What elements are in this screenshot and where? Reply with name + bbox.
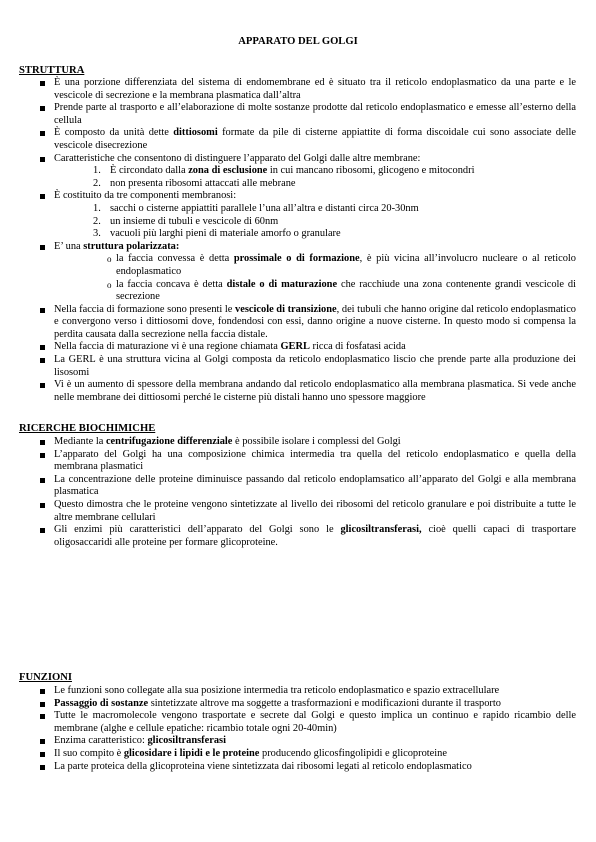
list-item: Nella faccia di formazione sono presenti le vescicole di transizione, dei tubuli che hanno origine dal reticolo endoplasmatico e convergono verso i dittiosomi dove, fondendosi con essi, danno origine a nuove cisterne. In questo modo si compensa la perdita causata dalla secrezione nella faccia distale. [54,303,577,340]
list-item: Il suo compito è glicosidare i lipidi e le proteine producendo glicosfingolipidi e glicoproteine [54,748,576,761]
struttura-section [54,77,576,404]
list-item: Caratteristiche che consentono di distinguere l’apparato del Golgi dalle altre membrane: 1. È circondato dalla zona di esclusione in cui mancano ribosomi, glicogeno e mitocondri 2. non presenta ribosomi attaccati alle mebrane [54,153,576,191]
heading-funzioni: FUNZIONI [19,672,72,683]
sub-item: o la faccia convessa è detta prossimale o di formazione, è più vicina all’involucro nucleare o al reticolo endoplasmatico [116,253,576,278]
ricerche-list [54,436,576,549]
list-item: È costituito da tre componenti membranosi: 1. sacchi o cisterne appiattiti parallele l’una all’altra e distanti circa 20-30nm 2. un insieme di tubuli e vescicole di 60nm 3. vacuoli più larghi pieni di materiale amorfo o granulare [54,190,576,240]
struttura-list [54,77,576,404]
list-item: E’ una struttura polarizzata: o la faccia convessa è detta prossimale o di formazione, è più vicina all’involucro nucleare o al reticolo endoplasmatico o la faccia concava è detta distale o di maturazione che racchiude una zona contenente grandi vescicole di secrezione [54,241,576,304]
list-item: La parte proteica della glicoproteina viene sintetizzata dai ribosomi legati al reticolo endoplasmatico [54,761,576,774]
heading-ricerche-biochimiche: RICERCHE BIOCHIMICHE [19,423,156,434]
list-item: Le funzioni sono collegate alla sua posizione intermedia tra reticolo endoplasmatico e spazio extracellulare [54,685,576,698]
list-item: Mediante la centrifugazione differenziale è possibile isolare i complessi del Golgi [54,436,576,449]
list-item: Gli enzimi più caratteristici dell’apparato del Golgi sono le glicosiltransferasi, cioè quelli capaci di trasportare oligosaccaridi alle proteine per formare glicoproteine. [54,524,577,548]
numbered-list [54,203,576,241]
list-item: Tutte le macromolecole vengono trasportate e secrete dal Golgi e questo implica un continuo e rapido ricambio delle membrane (alghe e cellule epatiche: ricambio totale ogni 20-40min) [54,710,576,734]
list-item: Vi è un aumento di spessore della membrana andando dal reticolo endoplasmatico alla membrana plasmatica. Si vede anche nelle membrane dei dittiosomi perché le cisterne più distali hanno uno spessore maggiore [54,379,576,403]
list-item: È composto da unità dette dittiosomi formate da pile di cisterne appiattite di forma discoidale cui sono associate delle vescicole disecrezione [54,127,576,151]
list-item: È una porzione differenziata del sistema di endomembrane ed è situato tra il reticolo endoplasmatico da una parte e le vescicole di secrezione e la membrana plasmatica dall’altra [54,77,576,101]
list-item: Questo dimostra che le proteine vengono sintetizzate al livello dei ribosomi del reticolo granulare e poi distribuite a tutte le altre membrane cellulari [54,498,576,523]
numbered-item: 3. vacuoli più larghi pieni di materiale amorfo o granulare [93,228,341,240]
numbered-item: 1. sacchi o cisterne appiattiti parallele l’una all’altra e distanti circa 20-30nm [93,202,419,214]
sub-item: o la faccia concava è detta distale o di maturazione che racchiude una zona contenente grandi vescicole di secrezione [116,279,576,304]
numbered-item: 2. non presenta ribosomi attaccati alle mebrane [93,177,296,189]
list-item: La concentrazione delle proteine diminuisce passando dal reticolo endoplamsatico all’apparato del Golgi e alla membrana plasmatica [54,473,576,498]
list-item: La GERL è una struttura vicina al Golgi composta da reticolo endoplasmatico liscio che prende parte alla produzione dei lisosomi [54,354,576,378]
numbered-item: 1. È circondato dalla zona di esclusione in cui mancano ribosomi, glicogeno e mitocondri [93,165,475,177]
ricerche-section [54,436,576,549]
funzioni-section [54,685,576,773]
list-item: Passaggio di sostanze sintetizzate altrove ma soggette a trasformazioni e modificazioni durante il trasporto [54,698,576,711]
numbered-item: 2. un insieme di tubuli e vescicole di 60nm [93,215,279,227]
sub-list [54,253,576,303]
list-item: Nella faccia di maturazione vi è una regione chiamata GERL ricca di fosfatasi acida [54,341,576,354]
numbered-list [54,165,576,190]
list-item: Enzima caratteristico: glicosiltransferasi [54,735,576,748]
term-dittiosomi: dittiosomi [173,127,218,139]
page-title: APPARATO DEL GOLGI [238,36,358,47]
heading-struttura: STRUTTURA [19,65,85,76]
list-item: L’apparato del Golgi ha una composizione chimica intermedia tra quella del reticolo endoplasmatico e quella della membrana plasmatici [54,448,576,473]
list-item: Prende parte al trasporto e all’elaborazione di molte sostanze prodotte dal reticolo endoplasmatico e emesse all’esterno della cellula [54,102,576,126]
funzioni-list [54,685,576,773]
